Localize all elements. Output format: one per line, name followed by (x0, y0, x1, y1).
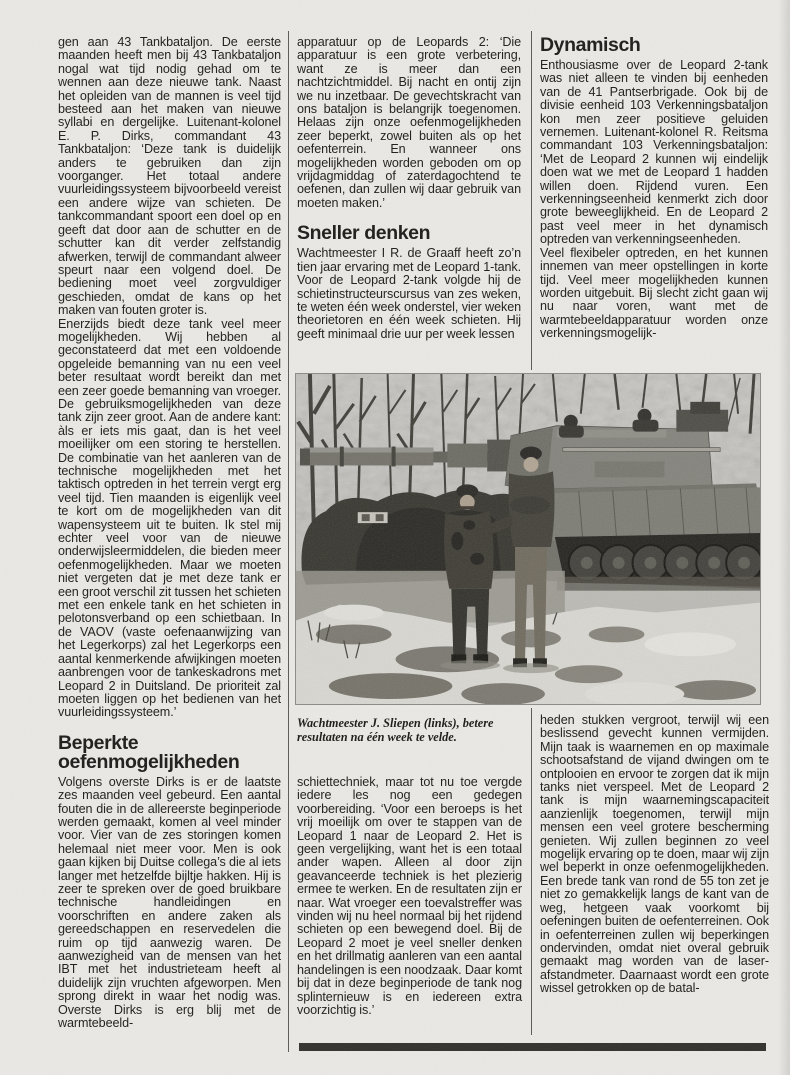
body-paragraph: Veel flexibeler optreden, en het kunnen innemen van meer opstellingen in korte tijd. Veel meer mogelijkheden kunnen worden uitgebuit. Bij slecht zicht gaan wij nu naar voren, want met de warmtebeeldapparatuur worden onze verkenningsmogelijk- (540, 245, 768, 341)
page-edge-shadow (778, 0, 790, 1075)
article-end-bar (299, 1043, 766, 1051)
middle-column-bottom (297, 776, 522, 1017)
middle-column-top (297, 36, 521, 372)
section-heading-sneller-denken: Sneller denken (297, 222, 431, 245)
photo-grain (296, 374, 760, 704)
body-paragraph: Volgens overste Dirks is er de laatste zes maanden veel gebeurd. Een aantal fouten die in de allereerste beginperiode werden gemaakt, komen al veel minder voor. Vier van de zes storingen komen helemaal niet meer voor. Men is ook gaan kijken bij Duitse collega’s die al iets langer met hetzelfde bijltje hakken. Hij is zeer te spreken over de goed bruikbare technische handleidingen en voorschriften en andere zaken als gereedschappen en reservedelen die ruim op tijd aanwezig waren. De aanwezigheid van de mensen van het IBT met het industrieteam heeft al duidelijk zijn vruchten afgeworpen. Men sprong direkt in waar het nodig was. Overste Dirks is erg blij met de warmtebeeld- (58, 774, 281, 1031)
column-divider (531, 708, 532, 1035)
section-heading-dynamisch: Dynamisch (540, 36, 641, 56)
column-divider (531, 31, 532, 370)
left-column (58, 36, 281, 1030)
body-paragraph: Enthousiasme over de Leopard 2-tank was niet alleen te vinden bij eenheden van de 41 Pantserbrigade. Ook bij de divisie eenheid 103 Verkenningsbataljon kon men zeer positieve geluiden vernemen. Luitenant-kolonel R. Reitsma commandant 103 Verkenningsbataljon: ‘Met de Leopard 2 kunnen wij eindelijk doen wat we met de Leopard 1 hadden willen doen. Rijdend vuren. Een verkenningseenheid kenmerkt zich door grote beweeglijkheid. En de Leopard 2 past veel meer in het dynamisch optreden van verkenningseenheden. (540, 58, 768, 247)
tank-photo-illustration (296, 374, 760, 704)
tank-photo (295, 373, 761, 705)
body-paragraph: Wachtmeester I R. de Graaff heeft zo’n tien jaar ervaring met de Leopard 1-tank. Voor de Leopard 2-tank volgde hij de schietinstructeurscursus van zes weken, te weten één week onderstel, vier weken theorietoren en één week schieten. Hij geeft minimaal drie uur per week lessen (297, 246, 521, 341)
body-paragraph: gen aan 43 Tankbataljon. De eerste maanden heeft men bij 43 Tankbataljon nogal wat tijd nodig gehad om te wennen aan deze nieuwe tank. Naast het opleiden van de mannen is veel tijd besteed aan het maken van nieuwe syllabi en dergelijke. Luitenant-kolonel E. P. Dirks, commandant 43 Tankbataljon: ‘Deze tank is duidelijk anders te gebruiken dan zijn voorganger. Het totaal andere vuurleidingssysteem bijvoorbeeld vereist een andere wijze van schieten. De tankcommandant spoort een doel op en geeft dat door aan de schutter en de schutter kan dit verder zelfstandig afwerken, terwijl de commandant alweer speurt naar een volgend doel. De bediening moet veel zorgvuldiger geschieden, omdat de kans op het maken van fouten groter is. (58, 35, 281, 318)
section-heading-beperkte: Beperkte oefenmogelijkheden (58, 731, 240, 773)
right-column-top (540, 36, 768, 372)
body-paragraph: schiettechniek, maar tot nu toe vergde iedere les nog een gedegen voorbereiding. ‘Voor een beroeps is het vrij moeilijk om over te stappen van de Leopard 1 naar de Leopard 2. Het is geen vergelijking, want het is een totaal ander wapen. Alleen al door zijn geavanceerde techniek is het plezierig ermee te werken. En de resultaten zijn er naar. Wat vroeger een toevalstreffer was vinden wij nu heel normaal bij het rijdend schieten op een bewegend doel. Bij de Leopard 2 moet je veel sneller denken en het drillmatig aanleren van een aantal handelingen is een noodzaak. Daar komt bij dat in deze beginperiode de tank nog splinternieuw is en iedereen extra voorzichtig is.’ (297, 775, 522, 1017)
body-paragraph: heden stukken vergroot, terwijl wij een beslissend gevecht kunnen vermijden. Mijn taak is waarnemen en op maximale schootsafstand de vijand dwingen om te ontplooien en ervoor te zorgen dat ik mijn tanks niet verspeel. Met de Leopard 2 tank is mijn waarnemingscapaciteit aanzienlijk toegenomen, terwijl mijn mensen een veel grotere bescherming genieten. Wij zullen beginnen zo veel mogelijk ervaring op te doen, maar wij zijn wel beperkt in onze oefenmogelijkheden. Een brede tank van rond de 55 ton zet je niet zo gemakkelijk langs de kant van de weg, hetgeen vaak voorkomt bij oefeningen buiten de oefenterreinen. Ook in oefenterreinen zullen wij beperkingen ondervinden, omdat niet overal gebruik gemaakt mag worden van de laser-afstandmeter. Daarnaast wordt een grote wissel getrokken op de batal- (540, 713, 769, 996)
body-paragraph: apparatuur op de Leopards 2: ‘Die apparatuur is een grote verbetering, want ze is meer dan een nachtzichtmiddel. Bij nacht en ontij zijn we nu inzetbaar. De gevechtskracht van ons bataljon is belangrijk toegenomen. Helaas zijn onze oefenmogelijkheden zeer beperkt, zowel buiten als op het oefenterrein. En wanneer ons mogelijkheden worden geboden om op vrijdagmiddag of zaterdagochtend te oefenen, dan zullen wij daar gebruik van moeten maken.’ (297, 36, 521, 210)
column-divider (288, 31, 289, 1052)
body-paragraph: Enerzijds biedt deze tank veel meer mogelijkheden. Wij hebben al geconstateerd dat met een voldoende opgeleide bemanning van nu een veel beter resultaat wordt bereikt dan met een zeer goede bemanning van vroeger. De gebruiksmogelijkheden van deze tank zijn zeer groot. Aan de andere kant: àls er iets mis gaat, dan is het veel moeilijker om een storing te herstellen. De combinatie van het aanleren van de technische mogelijkheden met het taktisch optreden in het terrein vergt erg veel tijd. Tien maanden is eigenlijk veel te kort om de mogelijkheden van dit wapensysteem uit te buiten. Ik stel mij echter veel voor van de nieuwe onderwijsleermiddelen, die bieden meer oefenmogelijkheden. Maar we moeten niet vergeten dat je met deze tank er een groot verschil zit tussen het schieten met een enkele tank en het schieten in pelotonsverband op een schietbaan. In de VAOV (vaste oefenaanwijzing van het Legerkorps) zal het Legerkorps een aantal kenmerkende afwijkingen moeten aanbrengen voor de tankeskadrons met Leopard 2 in Duitsland. De prioriteit zal moeten liggen op het bedienen van het vuurleidingssysteem.’ (58, 316, 281, 720)
photo-caption: Wachtmeester J. Sliepen (links), betere resultaten na één week te velde. (297, 716, 494, 744)
right-column-bottom (540, 714, 769, 996)
